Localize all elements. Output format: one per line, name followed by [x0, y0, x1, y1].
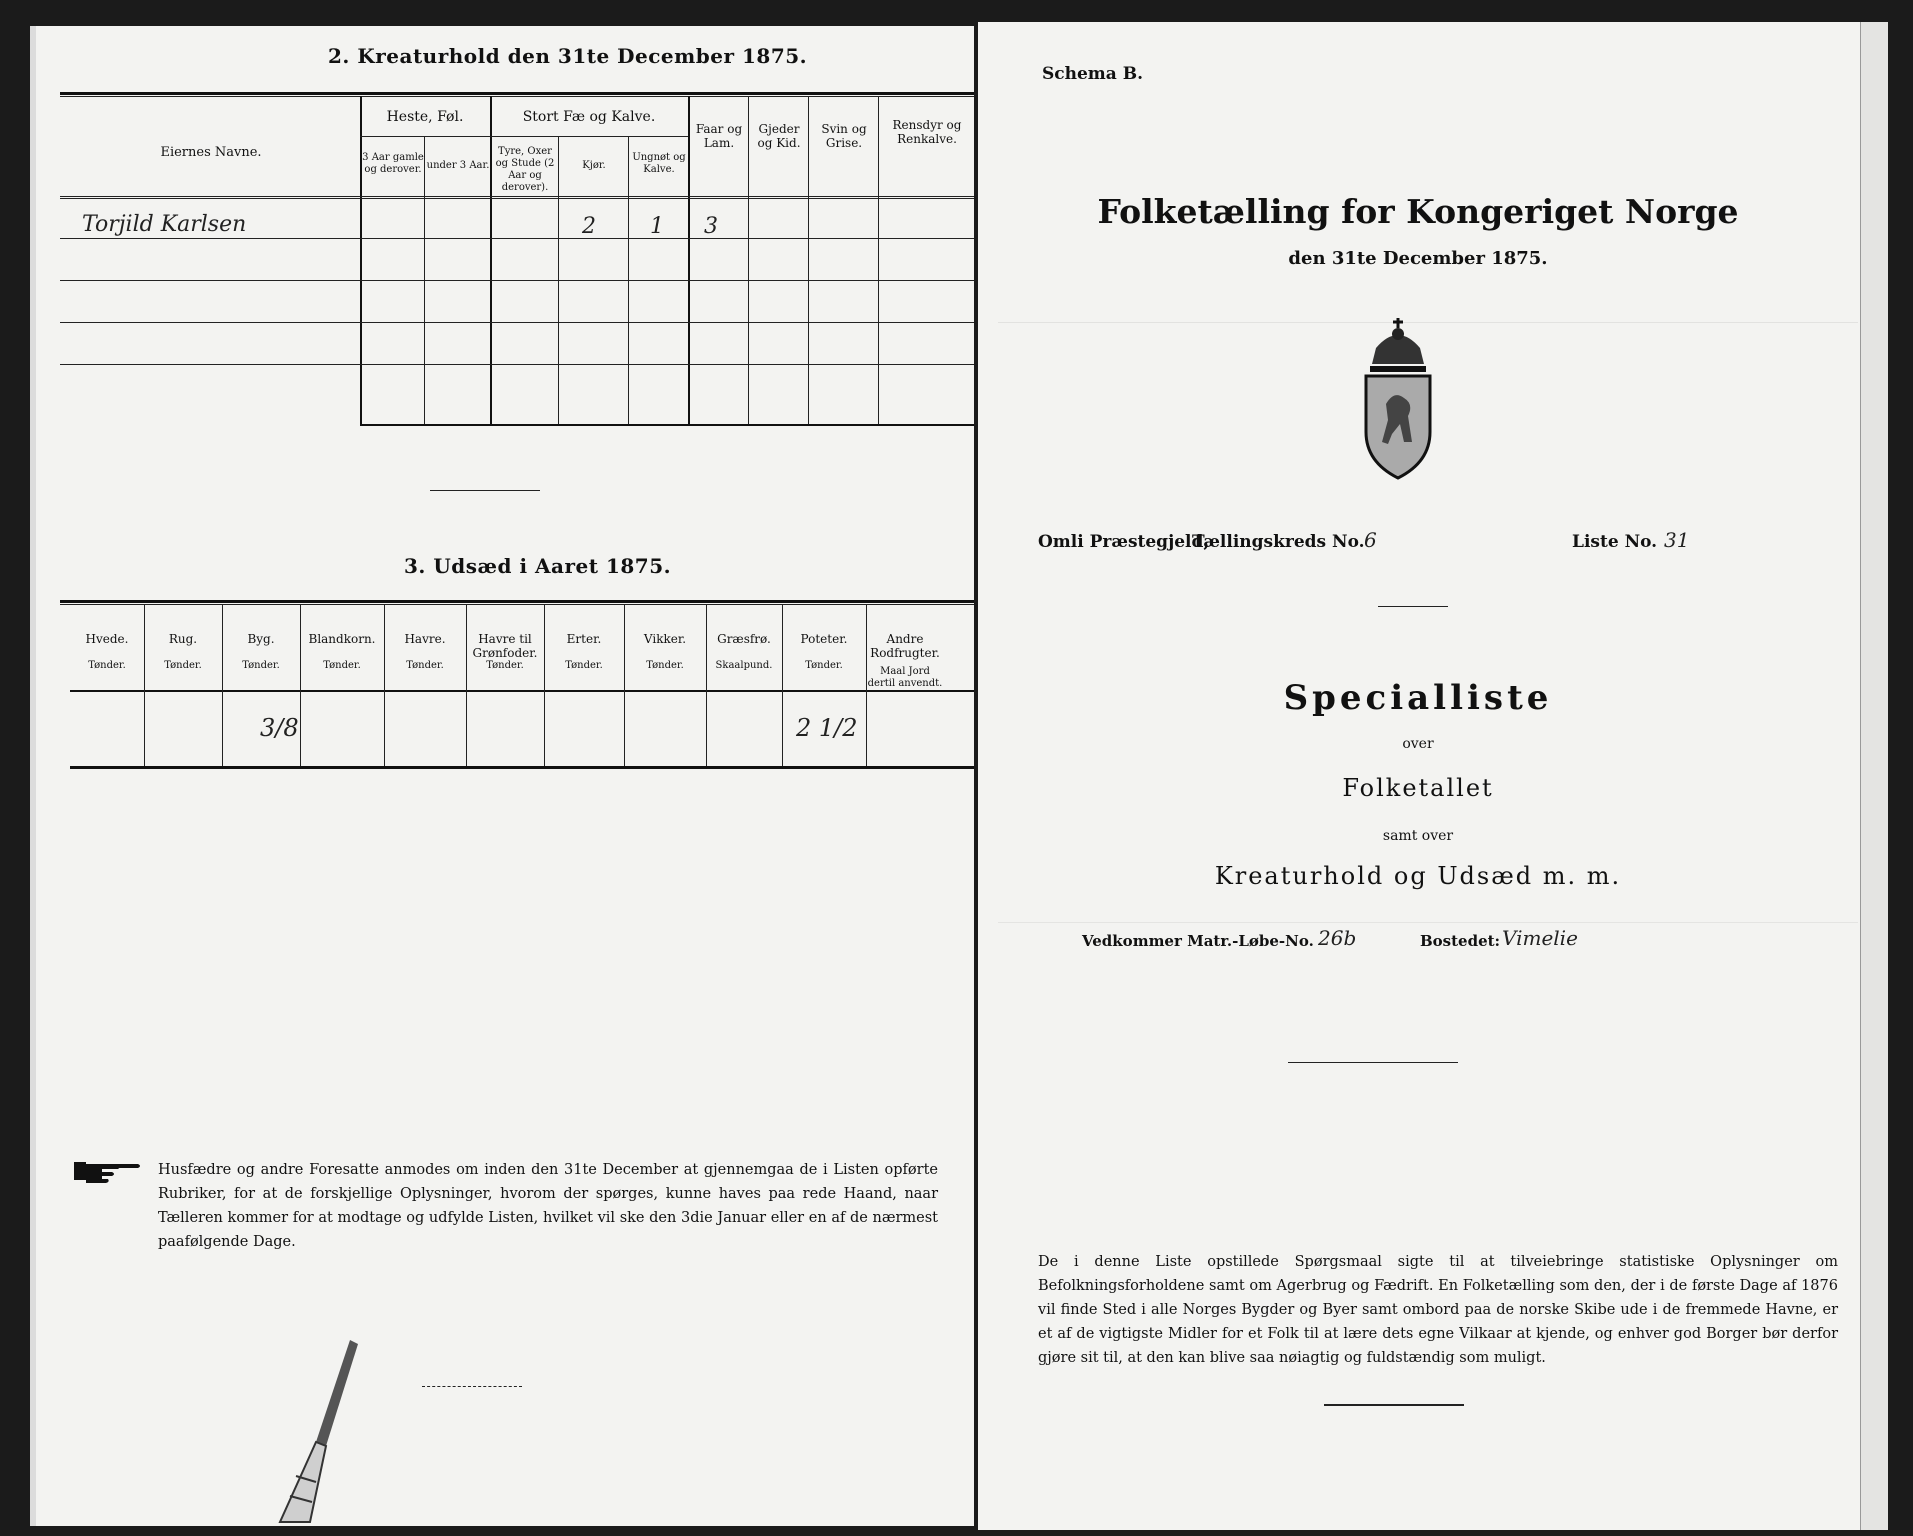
- info-paragraph: De i denne Liste opstillede Spørgsmaal sigte til at tilveiebringe statistiske Oplysninger om Befolkningsforholdene samt om Agerbrug og Fædrift. En Folketælling som den, der i de første Dage af 1876 vil finde Sted i alle Norges Bygder og Byer samt ombord paa de norske Skibe ude i de fremmede Havne, er et af de vigtigste Midler for et Folk til at lære dets egne Vilkaar at kjende, og enhver god Borger bør derfor gjøre sit til, at den kan blive saa nøiagtig og fuldstændig som muligt.: [1038, 1254, 1838, 1366]
- col-header-horses-old: 3 Aar gamle og derover.: [362, 152, 424, 175]
- rule: [70, 690, 974, 692]
- row-line: [60, 322, 974, 323]
- col-line: [384, 604, 385, 766]
- col-line: [544, 604, 545, 766]
- udsaed-col-header: Rug.: [168, 632, 198, 646]
- col-line: [706, 604, 707, 766]
- udsaed-col-unit: Tønder.: [88, 660, 126, 671]
- col-line: [628, 136, 629, 426]
- col-header-owner: Eiernes Navne.: [160, 145, 262, 160]
- rule: [60, 92, 974, 95]
- section2-title: 2. Kreaturhold den 31te December 1875.: [328, 44, 808, 68]
- value-young-cattle: 1: [650, 214, 664, 239]
- value-byg: 3/8: [260, 714, 299, 742]
- rule: [60, 198, 974, 199]
- udsaed-col-header: Andre Rodfrugter.: [870, 632, 940, 660]
- page-edge: [30, 26, 36, 1526]
- group-header-cattle: Stort Fæ og Kalve.: [522, 109, 656, 125]
- col-header-pigs: Svin og Grise.: [821, 122, 867, 150]
- group-header-horses: Heste, Føl.: [386, 109, 464, 125]
- col-line: [808, 96, 809, 426]
- matr-label: Vedkommer Matr.-Løbe-No.: [1082, 932, 1314, 950]
- left-page: [30, 26, 974, 1526]
- rule: [70, 766, 974, 769]
- col-line: [424, 136, 425, 426]
- col-header-horses-young: under 3 Aar.: [426, 160, 490, 171]
- col-header-reindeer: Rensdyr og Renkalve.: [892, 118, 962, 146]
- col-line: [222, 604, 223, 766]
- col-line: [558, 136, 559, 426]
- rule: [360, 136, 688, 137]
- udsaed-col-unit: Skaalpund.: [715, 660, 773, 671]
- rule: [60, 604, 974, 605]
- specialliste-heading: Specialliste: [1283, 678, 1553, 718]
- main-title: Folketælling for Kongeriget Norge: [1097, 192, 1739, 231]
- parish-label: Omli Præstegjeld,: [1038, 532, 1210, 552]
- folketallet-text: Folketallet: [1342, 774, 1494, 802]
- separator: [422, 1386, 522, 1387]
- owner-name: Torjild Karlsen: [82, 212, 247, 237]
- section3-title: 3. Udsæd i Aaret 1875.: [404, 554, 672, 578]
- pen-image: [250, 1336, 370, 1526]
- matr-value: 26b: [1318, 926, 1357, 950]
- over-text: over: [1402, 736, 1434, 752]
- udsaed-col-header: Havre til Grønfoder.: [472, 632, 538, 660]
- udsaed-col-unit: Tønder.: [805, 660, 843, 671]
- udsaed-col-unit: Tønder.: [242, 660, 280, 671]
- row-line: [60, 280, 974, 281]
- udsaed-col-unit: Tønder.: [565, 660, 603, 671]
- udsaed-col-header: Vikker.: [643, 632, 687, 646]
- list-label: Liste No.: [1572, 532, 1658, 552]
- separator: [430, 490, 540, 491]
- row-line: [60, 238, 974, 239]
- separator: [1288, 1062, 1458, 1063]
- udsaed-col-header: Hvede.: [85, 632, 129, 646]
- value-sheep: 3: [704, 214, 718, 239]
- col-line: [878, 96, 879, 426]
- kreaturhold-text: Kreaturhold og Udsæd m. m.: [1214, 862, 1622, 890]
- rule: [60, 600, 974, 603]
- row-line: [360, 424, 974, 426]
- title-date: den 31te December 1875.: [1288, 248, 1548, 269]
- coat-of-arms-emblem: [1358, 312, 1438, 482]
- notice-text: Husfædre og andre Foresatte anmodes om inden den 31te December at gjennemgaa de i Listen opførte Rubriker, for at de forskjellige Oplysninger, hvorom der spørges, kunne haves paa rede Haand, naar Tælleren kommer for at modtage og udfylde Listen, hvilket vil ske den 3die Januar eller en af de nærmest paafølgende Dage.: [158, 1162, 938, 1250]
- value-poteter: 2 1/2: [796, 714, 858, 742]
- col-header-cows: Kjør.: [582, 160, 606, 171]
- page-edge-line: [1860, 22, 1861, 1530]
- col-line: [360, 96, 362, 426]
- col-line: [782, 604, 783, 766]
- udsaed-col-header: Poteter.: [800, 632, 848, 646]
- col-header-bulls: Tyre, Oxer og Stude (2 Aar og derover).: [495, 146, 555, 193]
- col-line: [466, 604, 467, 766]
- district-label: Tællingskreds No.: [1192, 532, 1365, 552]
- row-line: [60, 364, 974, 365]
- col-line: [624, 604, 625, 766]
- udsaed-col-header: Græsfrø.: [717, 632, 771, 646]
- rule: [60, 196, 974, 197]
- separator: [1378, 606, 1448, 607]
- udsaed-col-header: Blandkorn.: [308, 632, 376, 646]
- col-header-sheep: Faar og Lam.: [695, 122, 743, 150]
- list-value: 31: [1664, 528, 1690, 552]
- schema-label: Schema B.: [1042, 64, 1144, 84]
- rule: [60, 96, 974, 97]
- pointing-hand-icon: [72, 1156, 144, 1186]
- udsaed-col-unit: Tønder.: [164, 660, 202, 671]
- col-line: [748, 96, 749, 426]
- value-cows: 2: [582, 214, 596, 239]
- separator: [1324, 1404, 1464, 1406]
- udsaed-col-unit: Tønder.: [646, 660, 684, 671]
- samt-over-text: samt over: [1382, 828, 1454, 844]
- udsaed-col-header: Erter.: [566, 632, 602, 646]
- col-header-goats: Gjeder og Kid.: [757, 122, 801, 150]
- col-line: [866, 604, 867, 766]
- udsaed-col-header: Byg.: [247, 632, 275, 646]
- bosted-value: Vimelie: [1502, 926, 1578, 950]
- right-page: [978, 22, 1888, 1530]
- col-header-young-cattle: Ungnøt og Kalve.: [632, 152, 686, 175]
- bosted-label: Bostedet:: [1420, 932, 1501, 950]
- udsaed-col-unit: Maal Jord dertil anvendt.: [867, 666, 943, 689]
- udsaed-col-unit: Tønder.: [486, 660, 524, 671]
- udsaed-col-unit: Tønder.: [406, 660, 444, 671]
- bleed-line: [998, 922, 1858, 923]
- col-line: [144, 604, 145, 766]
- udsaed-col-unit: Tønder.: [323, 660, 361, 671]
- udsaed-col-header: Havre.: [404, 632, 446, 646]
- page-edge: [1860, 22, 1888, 1530]
- district-value: 6: [1364, 528, 1377, 552]
- col-line: [300, 604, 301, 766]
